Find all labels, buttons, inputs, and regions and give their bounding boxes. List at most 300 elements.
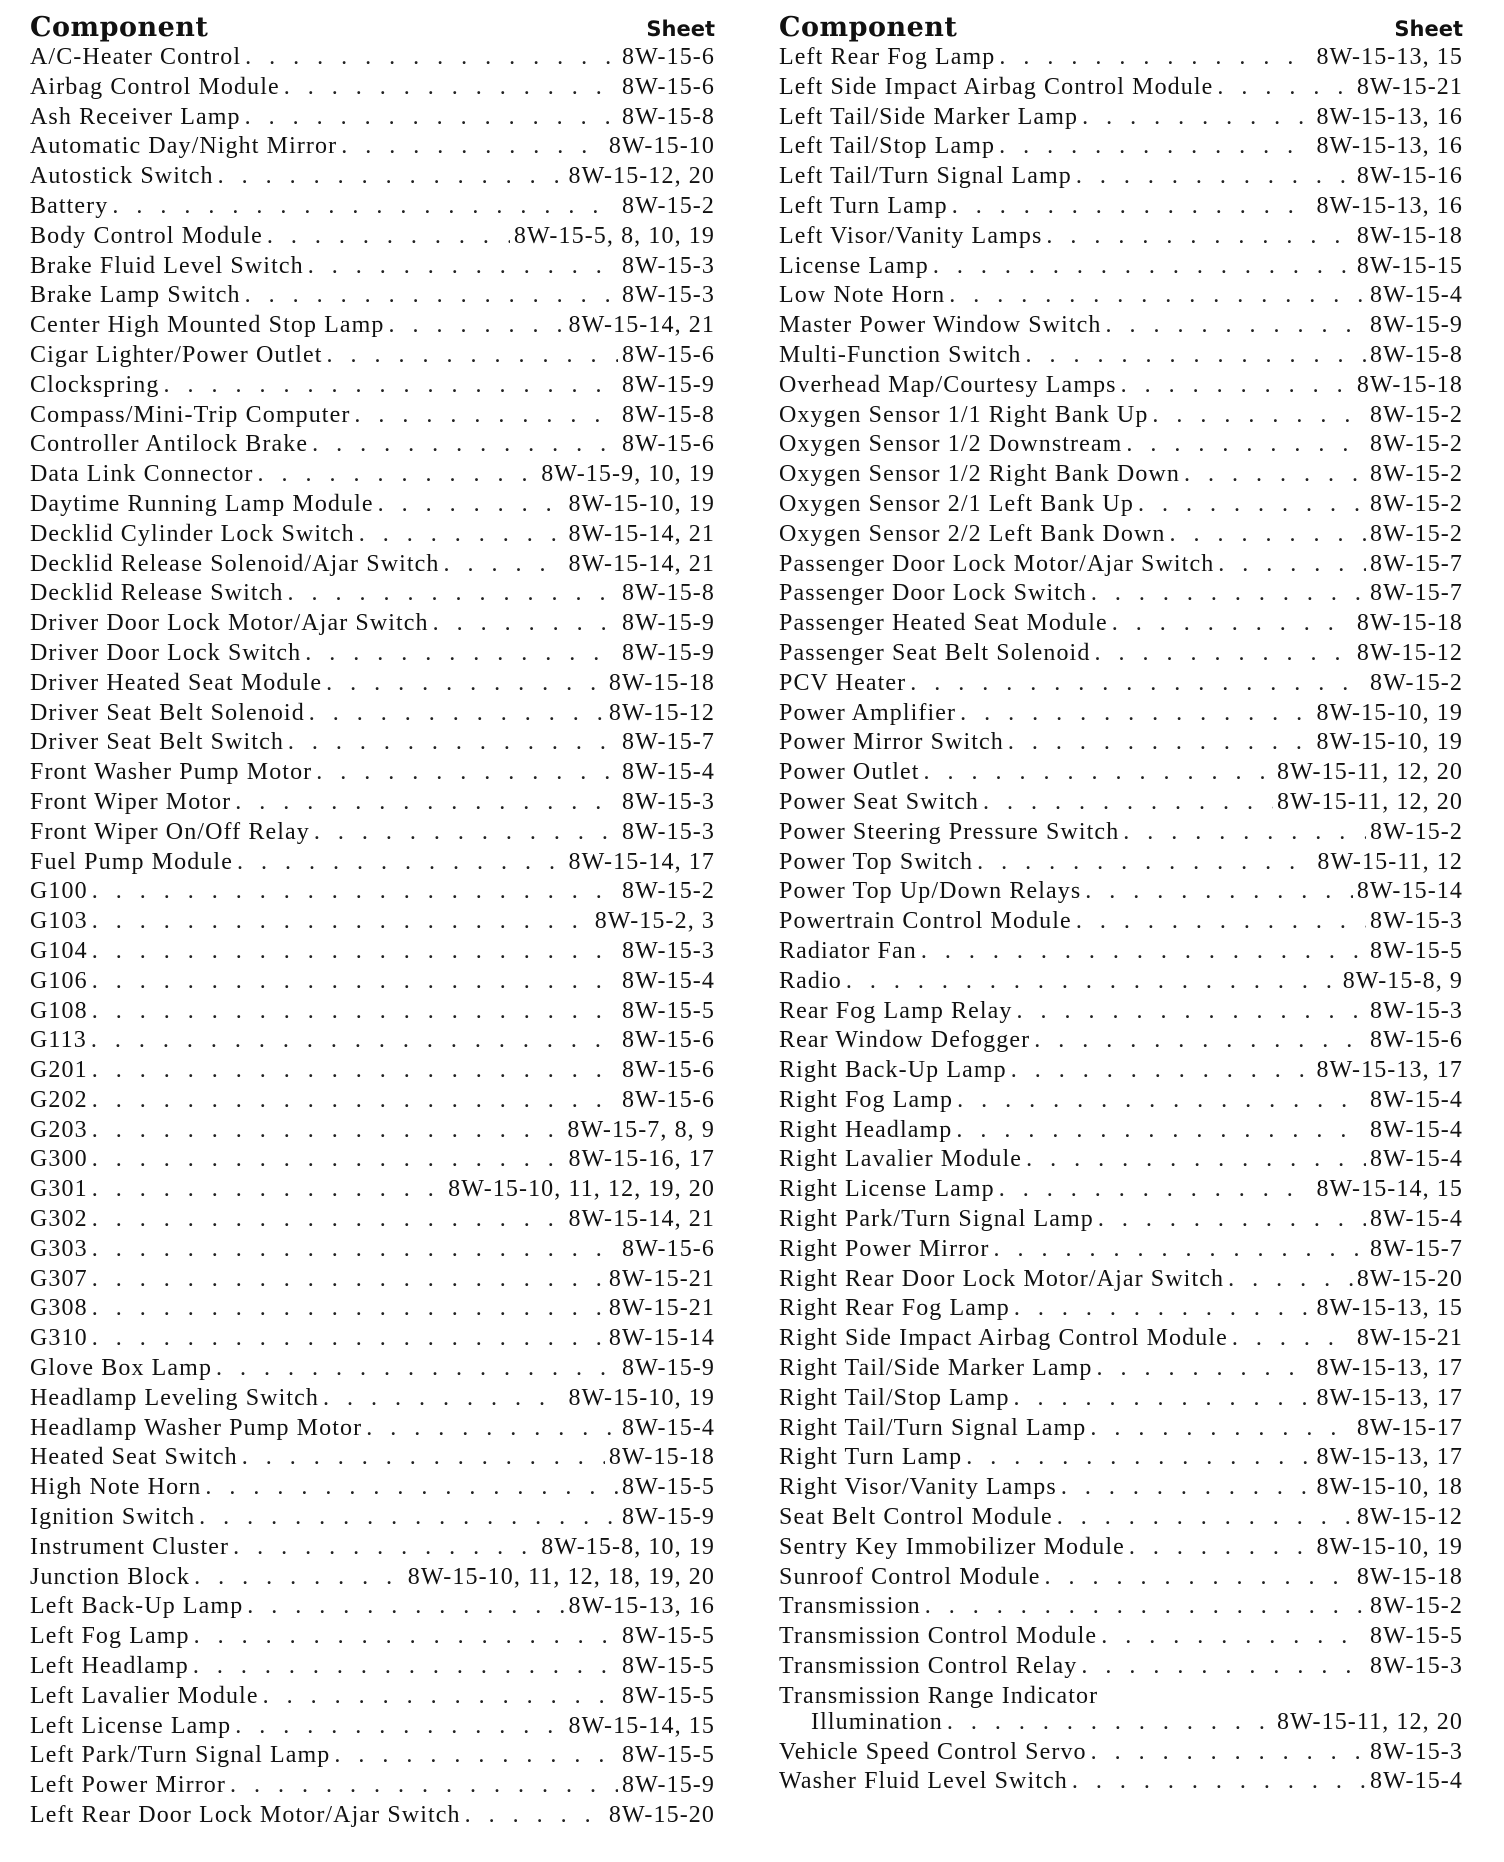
dot-leader bbox=[287, 580, 618, 607]
sheet-reference: 8W-15-10, 19 bbox=[1316, 699, 1463, 726]
index-entry bbox=[779, 1415, 1463, 1445]
dot-leader bbox=[1082, 104, 1312, 131]
index-entry bbox=[30, 1444, 715, 1474]
sheet-reference: 8W-15-5 bbox=[621, 1653, 715, 1680]
component-name: Left Headlamp bbox=[30, 1653, 189, 1680]
component-name: G310 bbox=[30, 1325, 88, 1352]
dot-leader bbox=[966, 1444, 1312, 1471]
index-entry bbox=[30, 1415, 715, 1445]
component-name: Power Mirror Switch bbox=[779, 729, 1004, 756]
dot-leader bbox=[323, 1385, 564, 1412]
sheet-reference: 8W-15-3 bbox=[621, 282, 715, 309]
dot-leader bbox=[92, 998, 618, 1025]
sheet-reference: 8W-15-13, 16 bbox=[1316, 103, 1463, 130]
index-entry bbox=[30, 819, 715, 849]
index-entry bbox=[30, 1117, 715, 1147]
sheet-reference: 8W-15-5 bbox=[1369, 937, 1463, 964]
index-entry bbox=[30, 1623, 715, 1653]
sheet-reference: 8W-15-2 bbox=[621, 878, 715, 905]
index-entry bbox=[30, 1295, 715, 1325]
sheet-reference: 8W-15-7 bbox=[1369, 550, 1463, 577]
component-name: Left Park/Turn Signal Lamp bbox=[30, 1742, 331, 1769]
sheet-reference: 8W-15-5 bbox=[621, 1742, 715, 1769]
sheet-reference: 8W-15-21 bbox=[608, 1265, 715, 1292]
component-name: G113 bbox=[30, 1027, 87, 1054]
index-entry bbox=[30, 74, 715, 104]
component-name: Ignition Switch bbox=[30, 1504, 196, 1531]
index-entry bbox=[30, 342, 715, 372]
index-entry bbox=[779, 670, 1463, 700]
sheet-reference: 8W-15-21 bbox=[1356, 1325, 1463, 1352]
component-name: Daytime Running Lamp Module bbox=[30, 490, 374, 517]
index-entry bbox=[779, 1739, 1463, 1769]
dot-leader bbox=[1121, 372, 1353, 399]
dot-leader bbox=[218, 163, 565, 190]
sheet-reference: 8W-15-15 bbox=[1356, 252, 1463, 279]
component-name: Low Note Horn bbox=[779, 282, 946, 309]
sheet-reference: 8W-15-18 bbox=[1356, 1563, 1463, 1590]
sheet-reference: 8W-15-9, 10, 19 bbox=[541, 461, 715, 488]
component-name: Power Outlet bbox=[779, 759, 920, 786]
index-entry bbox=[30, 253, 715, 283]
index-entry bbox=[30, 1534, 715, 1564]
index-entry-continuation bbox=[779, 1709, 1463, 1739]
component-name: G104 bbox=[30, 937, 88, 964]
dot-leader bbox=[1098, 1206, 1366, 1233]
dot-leader bbox=[1138, 491, 1366, 518]
index-entry bbox=[30, 1087, 715, 1117]
index-entry bbox=[30, 133, 715, 163]
component-name: Multi-Function Switch bbox=[779, 341, 1022, 368]
component-name: Left Back-Up Lamp bbox=[30, 1593, 244, 1620]
dot-leader bbox=[846, 968, 1339, 995]
sheet-reference: 8W-15-13, 16 bbox=[1316, 133, 1463, 160]
component-name: Driver Seat Belt Switch bbox=[30, 729, 284, 756]
index-entry bbox=[30, 1325, 715, 1355]
component-name: G108 bbox=[30, 997, 88, 1024]
index-entry bbox=[30, 878, 715, 908]
dot-leader bbox=[92, 1325, 605, 1352]
dot-leader bbox=[235, 789, 618, 816]
dot-leader bbox=[92, 1176, 444, 1203]
component-name: Right Turn Lamp bbox=[779, 1444, 963, 1471]
dot-leader bbox=[194, 1564, 404, 1591]
index-entry bbox=[779, 1474, 1463, 1504]
sheet-reference: 8W-15-2 bbox=[1369, 1593, 1463, 1620]
component-name: Clockspring bbox=[30, 371, 160, 398]
index-entry bbox=[779, 253, 1463, 283]
dot-leader bbox=[1081, 1653, 1366, 1680]
dot-leader bbox=[316, 759, 618, 786]
sheet-reference: 8W-15-10, 19 bbox=[568, 490, 715, 517]
dot-leader bbox=[326, 670, 605, 697]
component-name: PCV Heater bbox=[779, 669, 907, 696]
sheet-reference: 8W-15-8, 9 bbox=[1342, 967, 1463, 994]
index-entry bbox=[30, 1057, 715, 1087]
sheet-reference: 8W-15-16 bbox=[1356, 163, 1463, 190]
index-entry bbox=[779, 1087, 1463, 1117]
sheet-reference: 8W-15-14, 21 bbox=[568, 1206, 715, 1233]
component-name: Passenger Heated Seat Module bbox=[779, 610, 1108, 637]
dot-leader bbox=[247, 1593, 564, 1620]
sheet-reference: 8W-15-10, 18 bbox=[1316, 1474, 1463, 1501]
sheet-reference: 8W-15-13, 17 bbox=[1316, 1384, 1463, 1411]
dot-leader bbox=[92, 908, 591, 935]
component-name: Oxygen Sensor 1/2 Right Bank Down bbox=[779, 461, 1180, 488]
dot-leader bbox=[378, 491, 565, 518]
index-entry bbox=[30, 44, 715, 74]
dot-leader bbox=[1026, 1146, 1366, 1173]
sheet-reference: 8W-15-7 bbox=[621, 729, 715, 756]
dot-leader bbox=[216, 1355, 618, 1382]
index-entry bbox=[779, 44, 1463, 74]
component-name: Heated Seat Switch bbox=[30, 1444, 238, 1471]
index-entry bbox=[779, 1534, 1463, 1564]
index-entry bbox=[30, 163, 715, 193]
sheet-reference: 8W-15-20 bbox=[608, 1802, 715, 1829]
component-name: Left License Lamp bbox=[30, 1712, 232, 1739]
component-name: Rear Fog Lamp Relay bbox=[779, 997, 1013, 1024]
right-component-list bbox=[779, 44, 1463, 1798]
index-entry bbox=[779, 551, 1463, 581]
index-entry bbox=[779, 1623, 1463, 1653]
dot-leader bbox=[999, 1176, 1313, 1203]
dot-leader bbox=[983, 789, 1273, 816]
sheet-reference: 8W-15-8 bbox=[621, 401, 715, 428]
index-entry bbox=[30, 998, 715, 1028]
index-entry bbox=[779, 908, 1463, 938]
sheet-reference: 8W-15-16, 17 bbox=[568, 1146, 715, 1173]
component-name: Compass/Mini-Trip Computer bbox=[30, 401, 351, 428]
dot-leader bbox=[999, 133, 1312, 160]
index-entry bbox=[779, 938, 1463, 968]
dot-leader bbox=[163, 372, 618, 399]
dot-leader bbox=[433, 610, 618, 637]
index-entry bbox=[30, 1266, 715, 1296]
dot-leader bbox=[199, 1504, 618, 1531]
index-entry bbox=[779, 1325, 1463, 1355]
sheet-reference: 8W-15-4 bbox=[1369, 1086, 1463, 1113]
dot-leader bbox=[1126, 431, 1366, 458]
index-entry bbox=[779, 133, 1463, 163]
index-entry bbox=[779, 1117, 1463, 1147]
dot-leader bbox=[288, 729, 618, 756]
index-entry bbox=[30, 759, 715, 789]
dot-leader bbox=[1184, 461, 1366, 488]
index-entry bbox=[779, 849, 1463, 879]
dot-leader bbox=[993, 1236, 1366, 1263]
component-name: Left Turn Lamp bbox=[779, 192, 948, 219]
dot-leader bbox=[1076, 908, 1366, 935]
dot-leader bbox=[465, 1802, 605, 1829]
index-entry bbox=[30, 640, 715, 670]
component-name: Brake Lamp Switch bbox=[30, 282, 241, 309]
component-name: Left Rear Fog Lamp bbox=[779, 44, 996, 70]
index-entry bbox=[779, 1206, 1463, 1236]
dot-leader bbox=[341, 133, 605, 160]
component-name: Right Tail/Stop Lamp bbox=[779, 1384, 1010, 1411]
sheet-reference: 8W-15-8 bbox=[1369, 341, 1463, 368]
component-name: Data Link Connector bbox=[30, 461, 254, 488]
sheet-reference: 8W-15-12, 20 bbox=[568, 163, 715, 190]
dot-leader bbox=[305, 640, 618, 667]
component-name: Left Tail/Side Marker Lamp bbox=[779, 103, 1079, 130]
component-name: Right Visor/Vanity Lamps bbox=[779, 1474, 1057, 1501]
dot-leader bbox=[312, 431, 618, 458]
component-name: Autostick Switch bbox=[30, 163, 214, 190]
component-name: Right Rear Fog Lamp bbox=[779, 1295, 1010, 1322]
sheet-reference: 8W-15-4 bbox=[621, 967, 715, 994]
sheet-reference: 8W-15-4 bbox=[621, 759, 715, 786]
index-entry bbox=[779, 700, 1463, 730]
index-entry bbox=[30, 729, 715, 759]
dot-leader bbox=[230, 1772, 618, 1799]
index-entry bbox=[30, 193, 715, 223]
index-entry bbox=[779, 223, 1463, 253]
sheet-reference: 8W-15-2 bbox=[1369, 401, 1463, 428]
dot-leader bbox=[1091, 1739, 1366, 1766]
component-name: Vehicle Speed Control Servo bbox=[779, 1738, 1087, 1765]
index-entry bbox=[779, 312, 1463, 342]
sheet-reference: 8W-15-14 bbox=[1356, 878, 1463, 905]
component-name: Left Visor/Vanity Lamps bbox=[779, 222, 1043, 249]
dot-leader bbox=[92, 1146, 565, 1173]
component-name: High Note Horn bbox=[30, 1474, 202, 1501]
index-entry bbox=[779, 789, 1463, 819]
dot-leader bbox=[1106, 312, 1366, 339]
index-entry bbox=[30, 1176, 715, 1206]
dot-leader bbox=[92, 1266, 605, 1293]
sheet-reference: 8W-15-9 bbox=[621, 639, 715, 666]
index-entry bbox=[779, 819, 1463, 849]
component-name: G300 bbox=[30, 1146, 88, 1173]
dot-leader bbox=[92, 1087, 618, 1114]
index-entry bbox=[30, 521, 715, 551]
component-name: Instrument Cluster bbox=[30, 1533, 230, 1560]
index-entry bbox=[30, 610, 715, 640]
component-name: Rear Window Defogger bbox=[779, 1027, 1031, 1054]
dot-leader bbox=[1152, 402, 1366, 429]
dot-leader bbox=[267, 223, 510, 250]
sheet-reference: 8W-15-4 bbox=[1369, 1146, 1463, 1173]
dot-leader bbox=[1076, 163, 1353, 190]
dot-leader bbox=[284, 74, 618, 101]
index-entry bbox=[779, 580, 1463, 610]
sheet-reference: 8W-15-5 bbox=[621, 1474, 715, 1501]
left-column-header bbox=[30, 12, 715, 44]
index-entry bbox=[779, 1027, 1463, 1057]
sheet-reference: 8W-15-2 bbox=[1369, 461, 1463, 488]
sheet-reference: 8W-15-5 bbox=[621, 997, 715, 1024]
dot-leader bbox=[1091, 580, 1366, 607]
component-name: Passenger Door Lock Switch bbox=[779, 580, 1087, 607]
dot-leader bbox=[1008, 729, 1313, 756]
sheet-reference: 8W-15-9 bbox=[621, 1355, 715, 1382]
dot-leader bbox=[112, 193, 618, 220]
dot-leader bbox=[258, 461, 538, 488]
component-name: Right Power Mirror bbox=[779, 1235, 990, 1262]
dot-leader bbox=[977, 849, 1313, 876]
index-entry bbox=[779, 1653, 1463, 1683]
sheet-reference: 8W-15-12 bbox=[608, 699, 715, 726]
component-name: Controller Antilock Brake bbox=[30, 431, 309, 458]
sheet-reference: 8W-15-14, 15 bbox=[1316, 1176, 1463, 1203]
component-name: Oxygen Sensor 2/1 Left Bank Up bbox=[779, 490, 1134, 517]
component-name: Right Tail/Side Marker Lamp bbox=[779, 1355, 1093, 1382]
component-name: Fuel Pump Module bbox=[30, 848, 233, 875]
index-entry bbox=[30, 1236, 715, 1266]
component-name: Sunroof Control Module bbox=[779, 1563, 1041, 1590]
dot-leader bbox=[308, 253, 618, 280]
dot-leader bbox=[444, 551, 565, 578]
component-name: G103 bbox=[30, 908, 88, 935]
dot-leader bbox=[1072, 1768, 1366, 1795]
sheet-reference: 8W-15-4 bbox=[1369, 282, 1463, 309]
index-entry bbox=[30, 312, 715, 342]
sheet-reference: 8W-15-3 bbox=[621, 252, 715, 279]
dot-leader bbox=[309, 700, 605, 727]
dot-leader bbox=[924, 759, 1273, 786]
sheet-reference: 8W-15-13, 17 bbox=[1316, 1444, 1463, 1471]
index-entry bbox=[30, 789, 715, 819]
index-entry bbox=[779, 431, 1463, 461]
component-name: Passenger Door Lock Motor/Ajar Switch bbox=[779, 550, 1215, 577]
dot-leader bbox=[1014, 1295, 1313, 1322]
sheet-reference: 8W-15-13, 15 bbox=[1316, 44, 1463, 70]
dot-leader bbox=[1232, 1325, 1353, 1352]
index-entry bbox=[779, 1504, 1463, 1534]
component-name: Right Tail/Turn Signal Lamp bbox=[779, 1414, 1087, 1441]
component-name: G308 bbox=[30, 1295, 88, 1322]
sheet-reference: 8W-15-2 bbox=[1369, 818, 1463, 845]
sheet-reference: 8W-15-14, 21 bbox=[568, 550, 715, 577]
component-name-continuation: Illumination bbox=[811, 1708, 943, 1735]
index-entry bbox=[30, 461, 715, 491]
sheet-reference: 8W-15-18 bbox=[1356, 371, 1463, 398]
dot-leader bbox=[1017, 998, 1366, 1025]
index-entry bbox=[30, 1772, 715, 1802]
sheet-reference: 8W-15-18 bbox=[608, 1444, 715, 1471]
dot-leader bbox=[921, 938, 1366, 965]
component-name: Radio bbox=[779, 967, 842, 994]
component-name: G202 bbox=[30, 1086, 88, 1113]
component-name: Left Fog Lamp bbox=[30, 1623, 190, 1650]
sheet-reference: 8W-15-21 bbox=[608, 1295, 715, 1322]
index-entry bbox=[779, 402, 1463, 432]
component-name: Washer Fluid Level Switch bbox=[779, 1768, 1068, 1795]
index-entry bbox=[30, 1713, 715, 1743]
dot-leader bbox=[235, 1713, 564, 1740]
dot-leader bbox=[957, 1087, 1366, 1114]
component-name: Power Steering Pressure Switch bbox=[779, 818, 1120, 845]
index-entry bbox=[30, 1802, 715, 1832]
sheet-reference: 8W-15-2 bbox=[1369, 669, 1463, 696]
index-entry bbox=[779, 759, 1463, 789]
dot-leader bbox=[933, 253, 1353, 280]
component-name: Decklid Release Solenoid/Ajar Switch bbox=[30, 550, 440, 577]
sheet-reference: 8W-15-6 bbox=[621, 341, 715, 368]
index-entry bbox=[779, 1266, 1463, 1296]
component-name: Driver Door Lock Motor/Ajar Switch bbox=[30, 610, 429, 637]
dot-leader bbox=[366, 1415, 618, 1442]
sheet-reference: 8W-15-3 bbox=[1369, 908, 1463, 935]
sheet-reference: 8W-15-7, 8, 9 bbox=[567, 1116, 715, 1143]
sheet-reference: 8W-15-11, 12, 20 bbox=[1276, 759, 1463, 786]
sheet-reference: 8W-15-18 bbox=[1356, 222, 1463, 249]
component-name: Right Fog Lamp bbox=[779, 1086, 954, 1113]
index-entry bbox=[779, 342, 1463, 372]
index-entry bbox=[779, 1295, 1463, 1325]
component-name: Master Power Window Switch bbox=[779, 312, 1102, 339]
sheet-reference: 8W-15-3 bbox=[1369, 1738, 1463, 1765]
component-name: Front Washer Pump Motor bbox=[30, 759, 313, 786]
index-entry bbox=[779, 372, 1463, 402]
dot-leader bbox=[1034, 1027, 1366, 1054]
component-name: Transmission bbox=[779, 1593, 921, 1620]
dot-leader bbox=[245, 104, 618, 131]
sheet-reference: 8W-15-14, 21 bbox=[568, 520, 715, 547]
sheet-reference: 8W-15-6 bbox=[621, 44, 715, 70]
sheet-reference: 8W-15-18 bbox=[608, 669, 715, 696]
right-column bbox=[779, 12, 1463, 1798]
dot-leader bbox=[245, 282, 618, 309]
sheet-reference: 8W-15-17 bbox=[1356, 1414, 1463, 1441]
index-entry bbox=[779, 521, 1463, 551]
dot-leader bbox=[92, 1295, 605, 1322]
index-entry bbox=[779, 1683, 1463, 1709]
sheet-reference: 8W-15-8, 10, 19 bbox=[541, 1533, 715, 1560]
component-name: Right Back-Up Lamp bbox=[779, 1057, 1007, 1084]
index-entry bbox=[779, 729, 1463, 759]
index-entry bbox=[779, 104, 1463, 134]
dot-leader bbox=[1025, 342, 1366, 369]
component-name: Seat Belt Control Module bbox=[779, 1504, 1053, 1531]
dot-leader bbox=[910, 670, 1366, 697]
component-name: Junction Block bbox=[30, 1563, 191, 1590]
index-entry bbox=[779, 640, 1463, 670]
component-name: Passenger Seat Belt Solenoid bbox=[779, 639, 1091, 666]
component-name: G201 bbox=[30, 1057, 88, 1084]
component-name: Left Side Impact Airbag Control Module bbox=[779, 73, 1214, 100]
dot-leader bbox=[389, 312, 565, 339]
dot-leader bbox=[999, 44, 1312, 71]
index-entry bbox=[779, 74, 1463, 104]
index-entry bbox=[30, 1385, 715, 1415]
sheet-reference: 8W-15-8 bbox=[621, 580, 715, 607]
dot-leader bbox=[237, 849, 565, 876]
dot-leader bbox=[1228, 1266, 1353, 1293]
sheet-reference: 8W-15-5 bbox=[621, 1682, 715, 1709]
dot-leader bbox=[1094, 640, 1352, 667]
component-name: Sentry Key Immobilizer Module bbox=[779, 1533, 1125, 1560]
dot-leader bbox=[1090, 1415, 1352, 1442]
sheet-reference: 8W-15-10, 19 bbox=[1316, 1533, 1463, 1560]
component-name: Left Rear Door Lock Motor/Ajar Switch bbox=[30, 1802, 461, 1829]
sheet-reference: 8W-15-6 bbox=[621, 431, 715, 458]
component-name: G303 bbox=[30, 1235, 88, 1262]
sheet-reference: 8W-15-7 bbox=[1369, 1235, 1463, 1262]
index-entry bbox=[779, 1057, 1463, 1087]
dot-leader bbox=[1169, 521, 1366, 548]
index-entry bbox=[30, 491, 715, 521]
sheet-reference: 8W-15-2 bbox=[621, 192, 715, 219]
sheet-reference: 8W-15-12 bbox=[1356, 639, 1463, 666]
component-name: Transmission Control Module bbox=[779, 1623, 1098, 1650]
index-entry bbox=[779, 461, 1463, 491]
sheet-reference: 8W-15-10, 19 bbox=[1316, 729, 1463, 756]
sheet-reference: 8W-15-10, 11, 12, 18, 19, 20 bbox=[407, 1563, 715, 1590]
index-entry bbox=[30, 104, 715, 134]
